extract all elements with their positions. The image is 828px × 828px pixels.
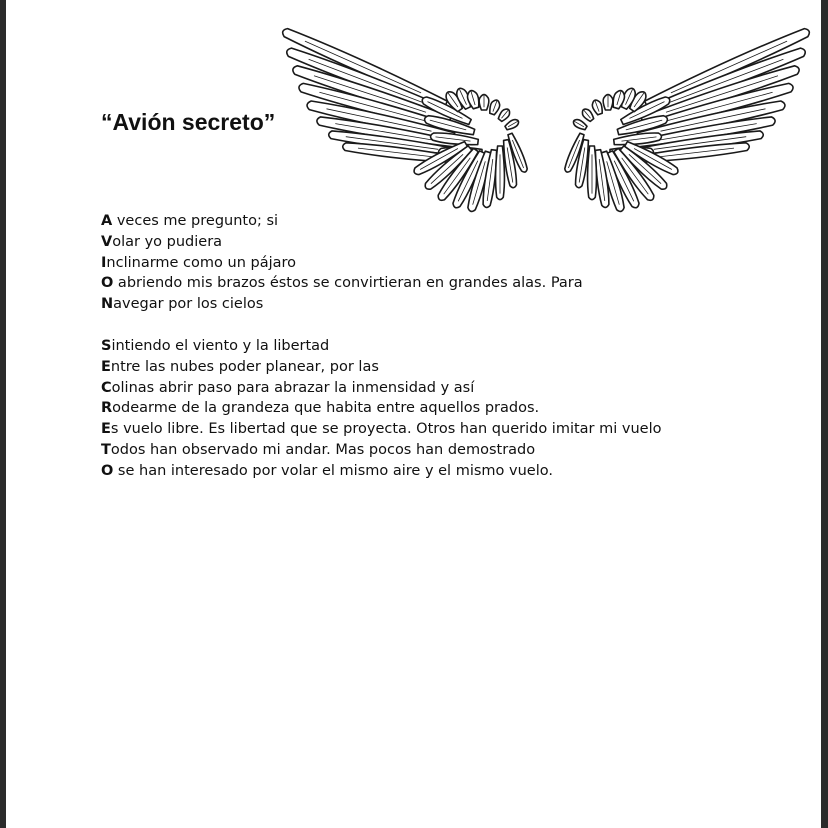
line-initial: C xyxy=(101,379,112,396)
line-text: olinas abrir paso para abrazar la inmensidad y así xyxy=(111,379,475,396)
line-text: nclinarme como un pájaro xyxy=(106,254,297,271)
poem-line xyxy=(101,294,661,315)
line-initial: V xyxy=(101,233,113,250)
line-text: veces me pregunto; si xyxy=(112,213,279,229)
poem-line xyxy=(101,378,661,399)
poem-line xyxy=(101,336,661,357)
right-wing xyxy=(565,29,810,212)
line-text: intiendo el viento y la libertad xyxy=(111,337,330,354)
angel-wings-icon xyxy=(270,24,821,220)
line-initial: E xyxy=(101,421,111,438)
stanza-2 xyxy=(101,336,661,482)
line-initial: N xyxy=(101,296,114,313)
line-initial: E xyxy=(101,358,111,375)
line-initial: O xyxy=(101,462,114,479)
line-text: odos han observado mi andar. Mas pocos han demostrado xyxy=(110,441,536,458)
poem-line xyxy=(101,440,661,461)
line-text: s vuelo libre. Es libertad que se proyecta. Otros han querido imitar mi vuelo xyxy=(110,421,662,438)
poem-line xyxy=(101,419,661,440)
line-initial: T xyxy=(101,441,111,458)
line-text: abriendo mis brazos éstos se convirtieran en grandes alas. Para xyxy=(113,275,583,292)
poem-line xyxy=(101,398,661,419)
line-initial: A xyxy=(101,213,113,229)
poem-line xyxy=(101,211,661,232)
line-text: se han interesado por volar el mismo aire y el mismo vuelo. xyxy=(113,462,553,479)
poem-line xyxy=(101,273,661,294)
line-initial: O xyxy=(101,275,114,292)
line-text: avegar por los cielos xyxy=(113,296,264,313)
line-initial: S xyxy=(101,337,112,354)
line-initial: R xyxy=(101,400,113,417)
poem-title: “Avión secreto” xyxy=(101,109,276,135)
poem-line xyxy=(101,461,661,482)
poem-line xyxy=(101,357,661,378)
line-text: ntre las nubes poder planear, por las xyxy=(110,358,379,375)
line-text: odearme de la grandeza que habita entre aquellos prados. xyxy=(112,400,540,417)
left-wing xyxy=(283,29,528,212)
line-initial: I xyxy=(101,254,107,271)
acrostic-poem xyxy=(101,211,661,482)
document-page xyxy=(6,0,821,828)
poem-line xyxy=(101,253,661,274)
poem-line xyxy=(101,232,661,253)
line-text: olar yo pudiera xyxy=(112,233,223,250)
stanza-1 xyxy=(101,211,661,315)
